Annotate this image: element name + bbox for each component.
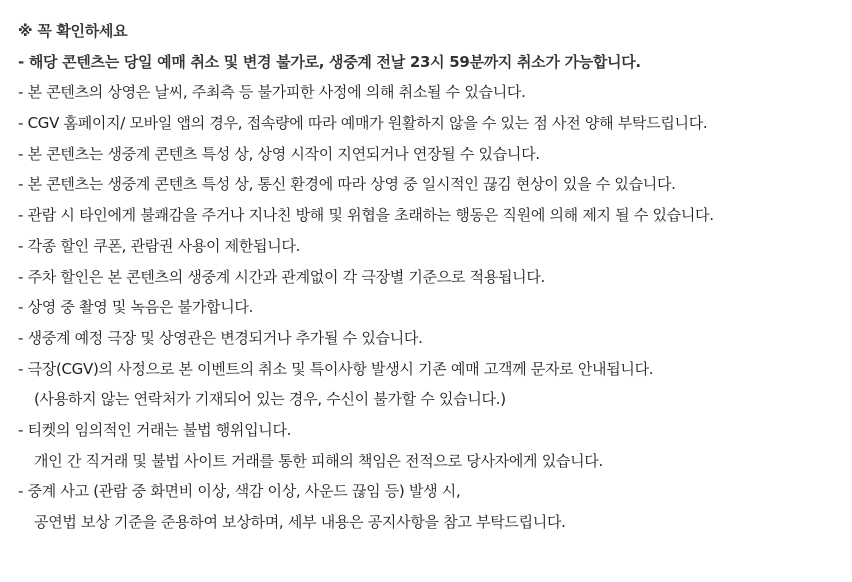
- notice-line-ticket-resale: - 티켓의 임의적인 거래는 불법 행위입니다.: [18, 420, 292, 439]
- notice-line-parking: - 주차 할인은 본 콘텐츠의 생중계 시간과 관계없이 각 극장별 기준으로 적용됩니다.: [18, 267, 546, 286]
- notice-line-event-cancel: - 극장(CGV)의 사정으로 본 이벤트의 취소 및 특이사항 발생시 기존 예매 고객께 문자로 안내됩니다.: [18, 359, 654, 378]
- notice-line-theater-change: - 생중계 예정 극장 및 상영관은 변경되거나 추가될 수 있습니다.: [18, 328, 423, 347]
- notice-line-discount: - 각종 할인 쿠폰, 관람권 사용이 제한됩니다.: [18, 236, 301, 255]
- notice-line-event-cancel-note: (사용하지 않는 연락처가 기재되어 있는 경우, 수신이 불가할 수 있습니다.): [34, 390, 506, 409]
- notice-line-website: - CGV 홈페이지/ 모바일 앱의 경우, 접속량에 따라 예매가 원활하지 않을 수 있는 점 사전 양해 부탁드립니다.: [18, 114, 708, 133]
- notice-line-ticket-resale-note: 개인 간 직거래 및 불법 사이트 거래를 통한 피해의 책임은 전적으로 당사자에게 있습니다.: [34, 451, 603, 470]
- notice-line-weather: - 본 콘텐츠의 상영은 날씨, 주최측 등 불가피한 사정에 의해 취소될 수 있습니다.: [18, 83, 526, 102]
- notice-line-recording: - 상영 중 촬영 및 녹음은 불가합니다.: [18, 298, 254, 317]
- notice-line-conduct: - 관람 시 타인에게 불쾌감을 주거나 지나친 방해 및 위협을 초래하는 행동은 직원에 의해 제지 될 수 있습니다.: [18, 206, 714, 225]
- notice-line-broadcast-incident: - 중계 사고 (관람 중 화면비 이상, 색감 이상, 사운드 끊임 등) 발생 시,: [18, 482, 461, 501]
- notice-line-broadcast-incident-note: 공연법 보상 기준을 준용하여 보상하며, 세부 내용은 공지사항을 참고 부탁드립니다.: [34, 513, 566, 531]
- notice-line-cancellation-policy: - 해당 콘텐츠는 당일 예매 취소 및 변경 불가로, 생중계 전날 23시 59분까지 취소가 가능합니다.: [18, 52, 641, 71]
- notice-line-delay: - 본 콘텐츠는 생중계 콘텐츠 특성 상, 상영 시작이 지연되거나 연장될 수 있습니다.: [18, 144, 540, 163]
- notice-heading: ※ 꼭 확인하세요: [18, 22, 128, 40]
- notice-line-network: - 본 콘텐츠는 생중계 콘텐츠 특성 상, 통신 환경에 따라 상영 중 일시적인 끊김 현상이 있을 수 있습니다.: [18, 175, 676, 194]
